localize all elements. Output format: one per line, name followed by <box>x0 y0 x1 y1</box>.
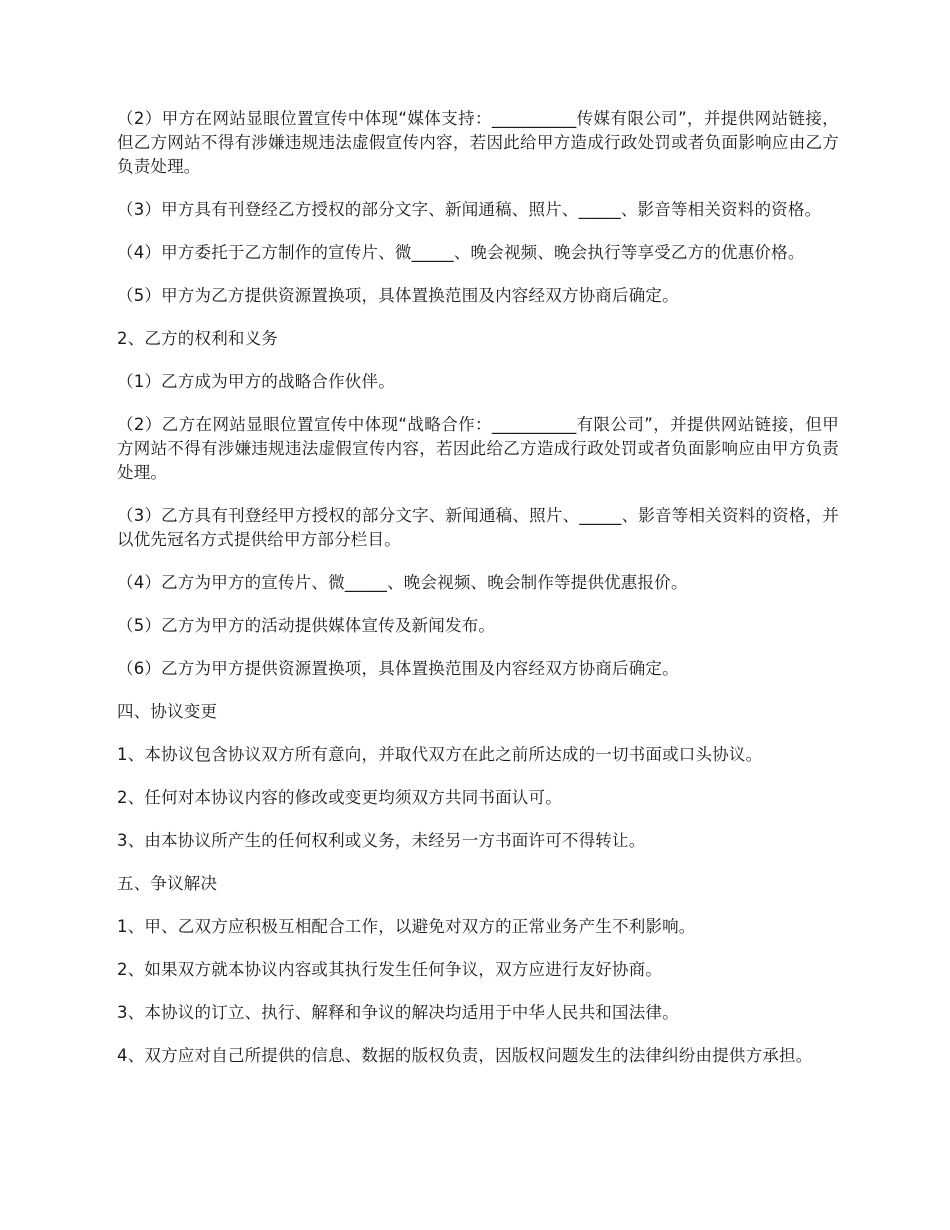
blank-field: _____ <box>411 243 454 262</box>
clause-modification: 2、任何对本协议内容的修改或变更均须双方共同书面认可。 <box>117 788 562 807</box>
blank-field: _____ <box>344 573 388 592</box>
clause-copyright-responsibility: 4、双方应对自己所提供的信息、数据的版权负责，因版权问题发生的法律纠纷由提供方承担。 <box>117 1046 813 1065</box>
clause-party-a-publishing-rights: （3）甲方具有刊登经乙方授权的部分文字、新闻通稿、照片、_____、影音等相关资料的资格。 <box>117 200 822 219</box>
blank-field: _____ <box>579 506 622 525</box>
clause-party-b-resource-exchange: （6）乙方为甲方提供资源置换项，具体置换范围及内容经双方协商后确定。 <box>117 659 679 678</box>
clause-party-b-discount-quote: （4）乙方为甲方的宣传片、微_____、晚会视频、晚会制作等提供优惠报价。 <box>117 573 688 592</box>
section-heading-party-b-rights: 2、乙方的权利和义务 <box>117 329 278 348</box>
section-heading-agreement-changes: 四、协议变更 <box>117 702 218 721</box>
blank-field: __________ <box>491 109 577 128</box>
document-body <box>117 107 839 1087</box>
section-heading-dispute-resolution: 五、争议解决 <box>117 874 218 893</box>
clause-party-b-media-promotion: （5）乙方为甲方的活动提供媒体宣传及新闻发布。 <box>117 616 496 635</box>
blank-field: _____ <box>578 200 621 219</box>
clause-party-a-resource-exchange: （5）甲方为乙方提供资源置换项，具体置换范围及内容经双方协商后确定。 <box>117 286 679 305</box>
clause-governing-law: 3、本协议的订立、执行、解释和争议的解决均适用于中华人民共和国法律。 <box>117 1003 679 1022</box>
clause-party-b-publishing-rights: （3）乙方具有刊登经甲方授权的部分文字、新闻通稿、照片、_____、影音等相关资料的资格，并以优先冠名方式提供给甲方部分栏目。 <box>117 506 839 549</box>
clause-party-b-strategic-partner: （1）乙方成为甲方的战略合作伙伴。 <box>117 372 395 391</box>
clause-party-a-discount-pricing: （4）甲方委托于乙方制作的宣传片、微_____、晚会视频、晚会执行等享受乙方的优惠价格。 <box>117 243 805 262</box>
clause-party-b-strategic-cooperation: （2）乙方在网站显眼位置宣传中体现“战略合作：__________有限公司”，并提供网站链接，但甲方网站不得有涉嫌违规违法虚假宣传内容，若因此给乙方造成行政处罚或者负面影响应由甲方负责处理。 <box>117 415 839 482</box>
clause-cooperation: 1、甲、乙双方应积极互相配合工作，以避免对双方的正常业务产生不利影响。 <box>117 917 696 936</box>
blank-field: __________ <box>491 415 577 434</box>
clause-party-a-media-support: （2）甲方在网站显眼位置宣传中体现“媒体支持：__________传媒有限公司”，并提供网站链接，但乙方网站不得有涉嫌违规违法虚假宣传内容，若因此给甲方造成行政处罚或者负面影响应由乙方负责处理。 <box>117 109 839 176</box>
clause-negotiation: 2、如果双方就本协议内容或其执行发生任何争议，双方应进行友好协商。 <box>117 960 663 979</box>
clause-entire-agreement: 1、本协议包含协议双方所有意向，并取代双方在此之前所达成的一切书面或口头协议。 <box>117 745 763 764</box>
clause-non-transferable: 3、由本协议所产生的任何权利或义务，未经另一方书面许可不得转让。 <box>117 831 646 850</box>
